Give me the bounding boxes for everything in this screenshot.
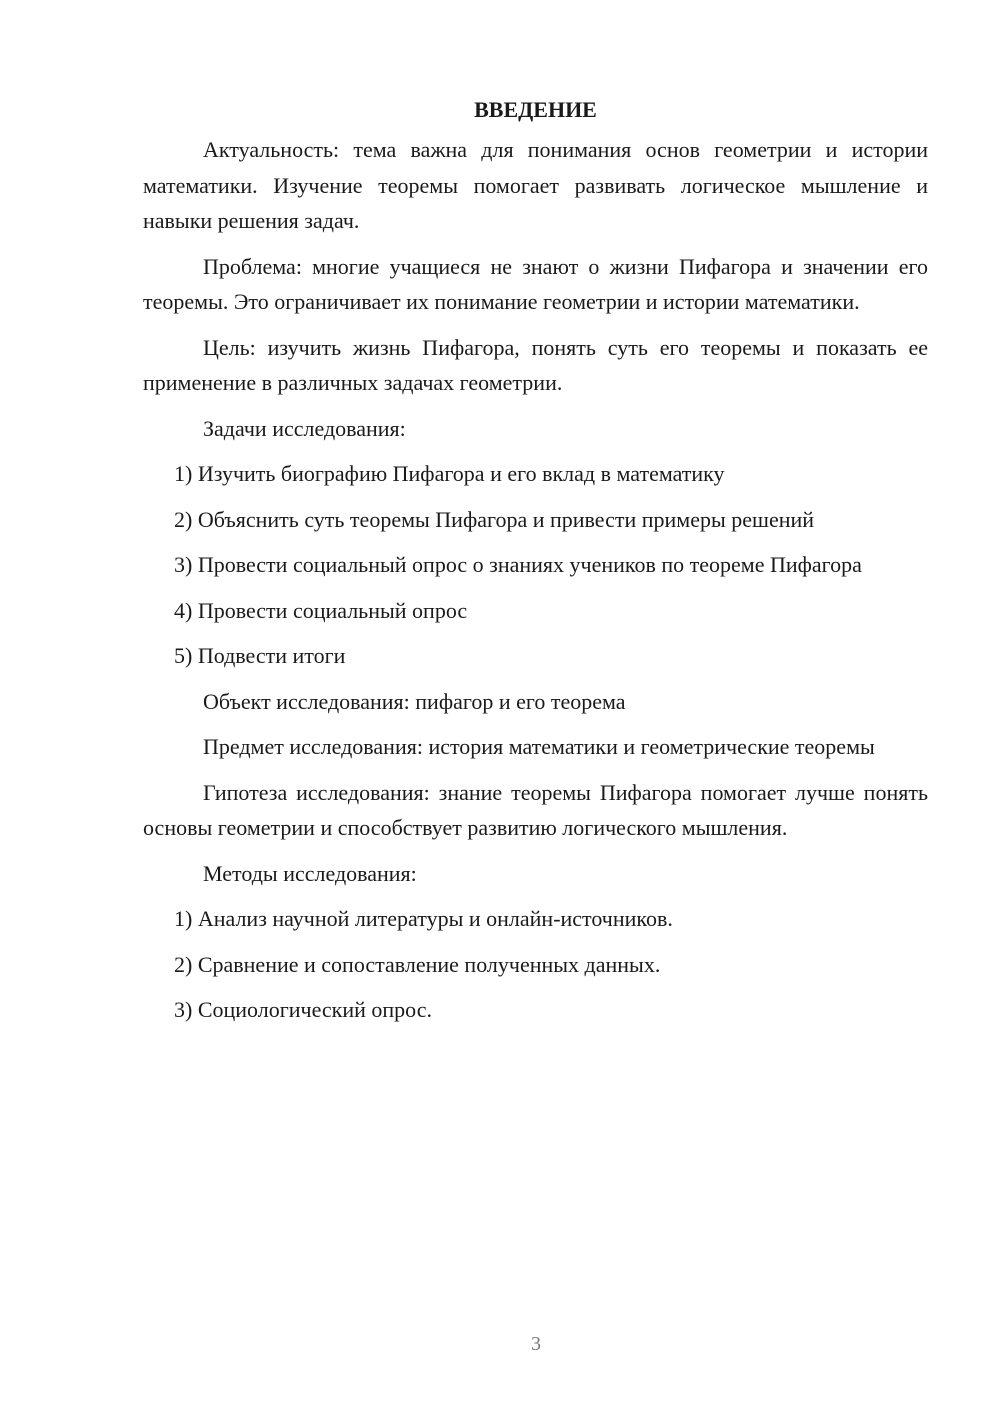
method-item-1: 1) Анализ научной литературы и онлайн-источников. <box>174 906 673 931</box>
tasks-title: Задачи исследования: <box>203 415 406 441</box>
problem-paragraph: Проблема: многие учащиеся не знают о жизни Пифагора и значении его теоремы. Это ограничивает их понимание геометрии и истории математики. <box>143 253 928 314</box>
relevance-paragraph: Актуальность: тема важна для понимания основ геометрии и истории математики. Изучение теоремы помогает развивать логическое мышление и навыки решения задач. <box>143 137 928 233</box>
object-paragraph: Объект исследования: пифагор и его теорема <box>203 688 626 714</box>
document-page <box>143 92 928 1038</box>
task-item-3: 3) Провести социальный опрос о знаниях учеников по теореме Пифагора <box>174 552 862 577</box>
hypothesis-paragraph: Гипотеза исследования: знание теоремы Пифагора помогает лучше понять основы геометрии и способствует развитию логического мышления. <box>143 779 928 840</box>
task-item-1: 1) Изучить биографию Пифагора и его вклад в математику <box>174 461 725 486</box>
task-item-2: 2) Объяснить суть теоремы Пифагора и привести примеры решений <box>174 506 815 532</box>
goal-paragraph: Цель: изучить жизнь Пифагора, понять суть его теоремы и показать ее применение в различных задачах геометрии. <box>143 334 928 395</box>
subject-paragraph: Предмет исследования: история математики и геометрические теоремы <box>203 734 875 759</box>
page-number: 3 <box>531 1333 541 1355</box>
method-item-2: 2) Сравнение и сопоставление полученных данных. <box>174 951 661 977</box>
method-item-3: 3) Социологический опрос. <box>174 997 432 1022</box>
task-item-4: 4) Провести социальный опрос <box>174 597 468 623</box>
methods-title: Методы исследования: <box>203 860 417 886</box>
task-item-5: 5) Подвести итоги <box>174 643 346 668</box>
section-heading: ВВЕДЕНИЕ <box>474 97 597 122</box>
